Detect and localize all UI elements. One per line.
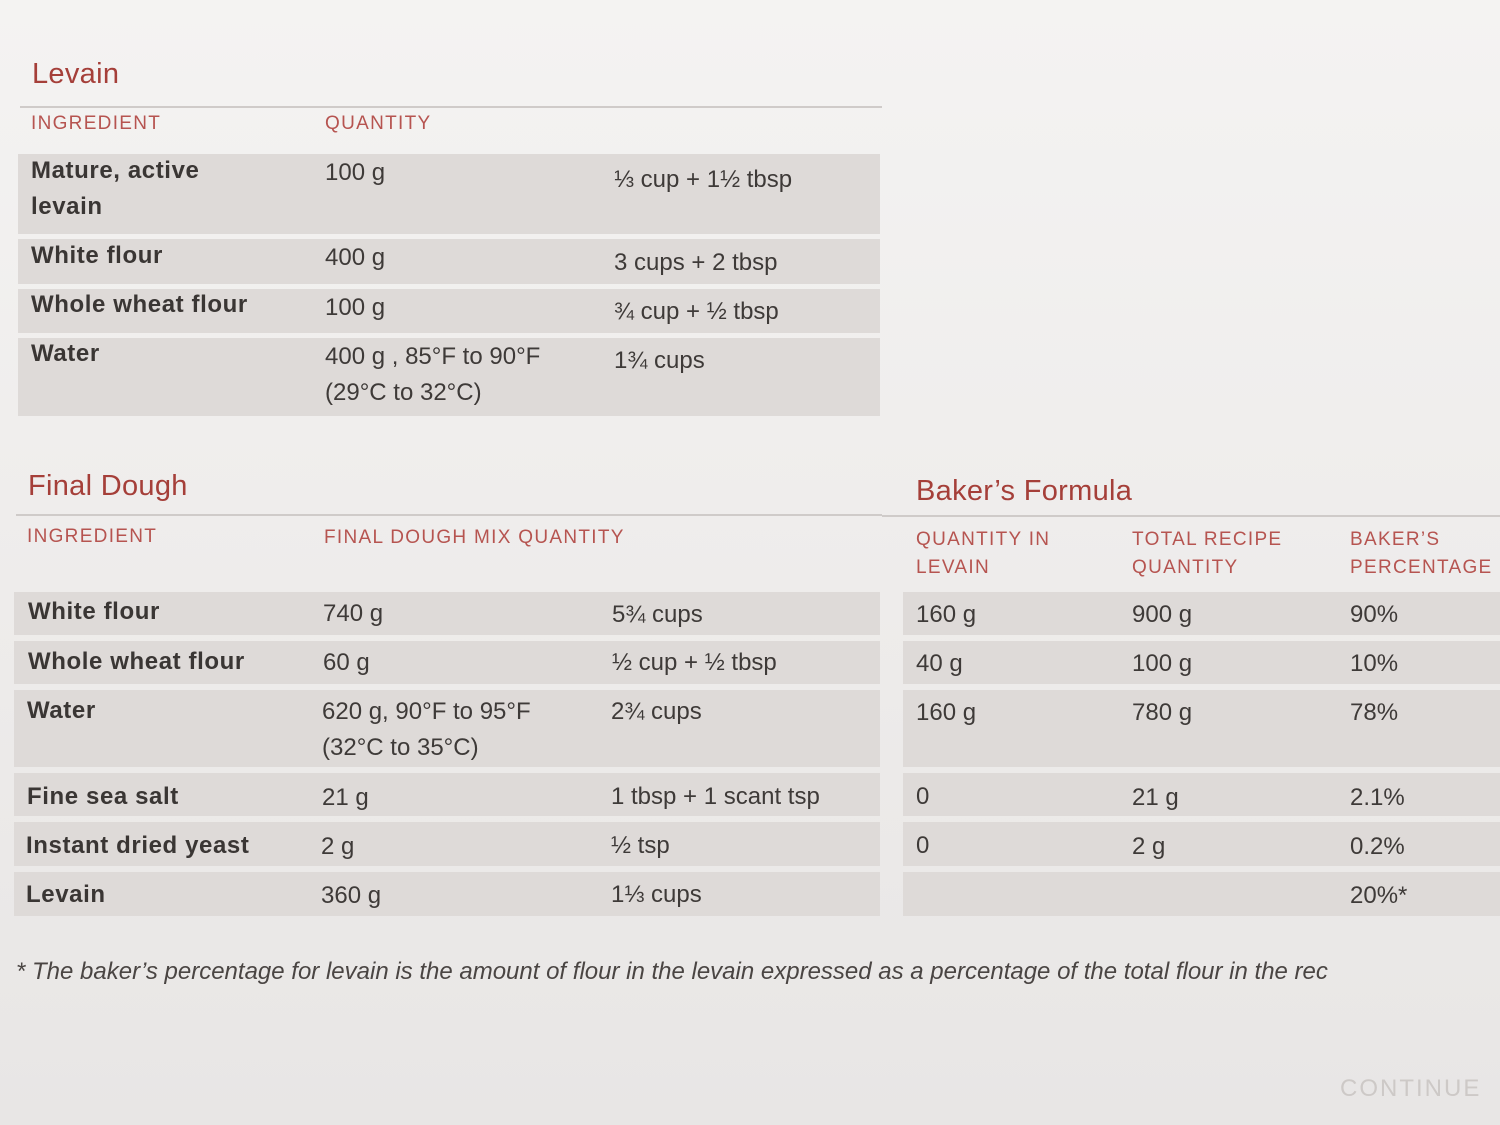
levain-row1-ingredient-line2: levain (31, 193, 103, 220)
dough-row1-metric: 740 g (323, 600, 384, 627)
formula-header-percentage-line2: PERCENTAGE (1350, 557, 1493, 578)
final-dough-rule (16, 514, 882, 516)
dough-row1-volume: 5¾ cups (612, 601, 703, 628)
formula-row4-in-levain: 0 (916, 783, 930, 810)
dough-row2-ingredient: Whole wheat flour (28, 648, 245, 675)
formula-row3-in-levain: 160 g (916, 699, 977, 726)
table-row (903, 690, 1500, 767)
table-row (903, 592, 1500, 635)
formula-header-percentage-line1: BAKER’S (1350, 529, 1441, 550)
dough-row5-metric: 2 g (321, 833, 355, 860)
levain-row2-metric: 400 g (325, 244, 386, 271)
dough-row6-metric: 360 g (321, 882, 382, 909)
levain-header-ingredient: INGREDIENT (31, 113, 162, 134)
dough-row3-volume: 2¾ cups (611, 698, 702, 725)
formula-row5-percentage: 0.2% (1350, 833, 1405, 860)
formula-header-total-line2: QUANTITY (1132, 557, 1239, 578)
dough-row6-volume: 1⅓ cups (611, 881, 702, 908)
formula-row1-total: 900 g (1132, 601, 1193, 628)
dough-row4-volume: 1 tbsp + 1 scant tsp (611, 783, 820, 810)
formula-row2-total: 100 g (1132, 650, 1193, 677)
levain-header-quantity: QUANTITY (325, 113, 432, 134)
formula-row3-percentage: 78% (1350, 699, 1399, 726)
dough-row2-volume: ½ cup + ½ tbsp (612, 649, 777, 676)
table-row (903, 773, 1500, 816)
levain-rule (20, 106, 882, 108)
dough-row6-ingredient: Levain (26, 881, 106, 908)
levain-row3-ingredient: Whole wheat flour (31, 291, 248, 318)
levain-row3-volume: ¾ cup + ½ tbsp (614, 298, 779, 325)
dough-row3-metric-line1: 620 g, 90°F to 95°F (322, 698, 531, 725)
formula-row3-total: 780 g (1132, 699, 1193, 726)
formula-row4-percentage: 2.1% (1350, 784, 1405, 811)
dough-row5-ingredient: Instant dried yeast (26, 832, 250, 859)
dough-row3-ingredient: Water (27, 697, 96, 724)
formula-row6-percentage: 20%* (1350, 882, 1408, 909)
levain-row4-ingredient: Water (31, 340, 100, 367)
levain-row1-ingredient-line1: Mature, active (31, 157, 200, 184)
table-row (903, 872, 1500, 916)
formula-header-in-levain-line2: LEVAIN (916, 557, 990, 578)
formula-header-total-line1: TOTAL RECIPE (1132, 529, 1283, 550)
final-dough-header-ingredient: INGREDIENT (27, 526, 158, 547)
formula-row2-percentage: 10% (1350, 650, 1399, 677)
final-dough-title: Final Dough (28, 470, 188, 502)
table-row (903, 822, 1500, 866)
levain-row4-metric-line1: 400 g , 85°F to 90°F (325, 343, 541, 370)
levain-row1-volume: ⅓ cup + 1½ tbsp (614, 166, 793, 193)
dough-row1-ingredient: White flour (28, 598, 160, 625)
levain-row2-ingredient: White flour (31, 242, 163, 269)
dough-row4-metric: 21 g (322, 784, 369, 811)
levain-row2-volume: 3 cups + 2 tbsp (614, 249, 778, 276)
formula-header-in-levain-line1: QUANTITY IN (916, 529, 1051, 550)
footnote: * The baker’s percentage for levain is the amount of flour in the levain expressed as a percentage of the total flour in the rec (16, 958, 1328, 985)
dough-row4-ingredient: Fine sea salt (27, 783, 179, 810)
levain-title: Levain (32, 58, 120, 90)
levain-row1-metric: 100 g (325, 159, 386, 186)
final-dough-header-quantity: FINAL DOUGH MIX QUANTITY (324, 527, 625, 548)
bakers-formula-rule (882, 515, 1500, 517)
levain-row4-metric-line2: (29°C to 32°C) (325, 379, 482, 406)
levain-row4-volume: 1¾ cups (614, 347, 705, 374)
formula-row5-in-levain: 0 (916, 832, 930, 859)
formula-row1-in-levain: 160 g (916, 601, 977, 628)
formula-row4-total: 21 g (1132, 784, 1179, 811)
formula-row1-percentage: 90% (1350, 601, 1399, 628)
continue-label: CONTINUE (1340, 1075, 1482, 1102)
dough-row5-volume: ½ tsp (611, 832, 670, 859)
formula-row2-in-levain: 40 g (916, 650, 963, 677)
formula-row5-total: 2 g (1132, 833, 1166, 860)
dough-row2-metric: 60 g (323, 649, 370, 676)
levain-row3-metric: 100 g (325, 294, 386, 321)
bakers-formula-title: Baker’s Formula (916, 475, 1133, 507)
dough-row3-metric-line2: (32°C to 35°C) (322, 734, 479, 761)
table-row (903, 641, 1500, 684)
table-row (14, 872, 880, 916)
